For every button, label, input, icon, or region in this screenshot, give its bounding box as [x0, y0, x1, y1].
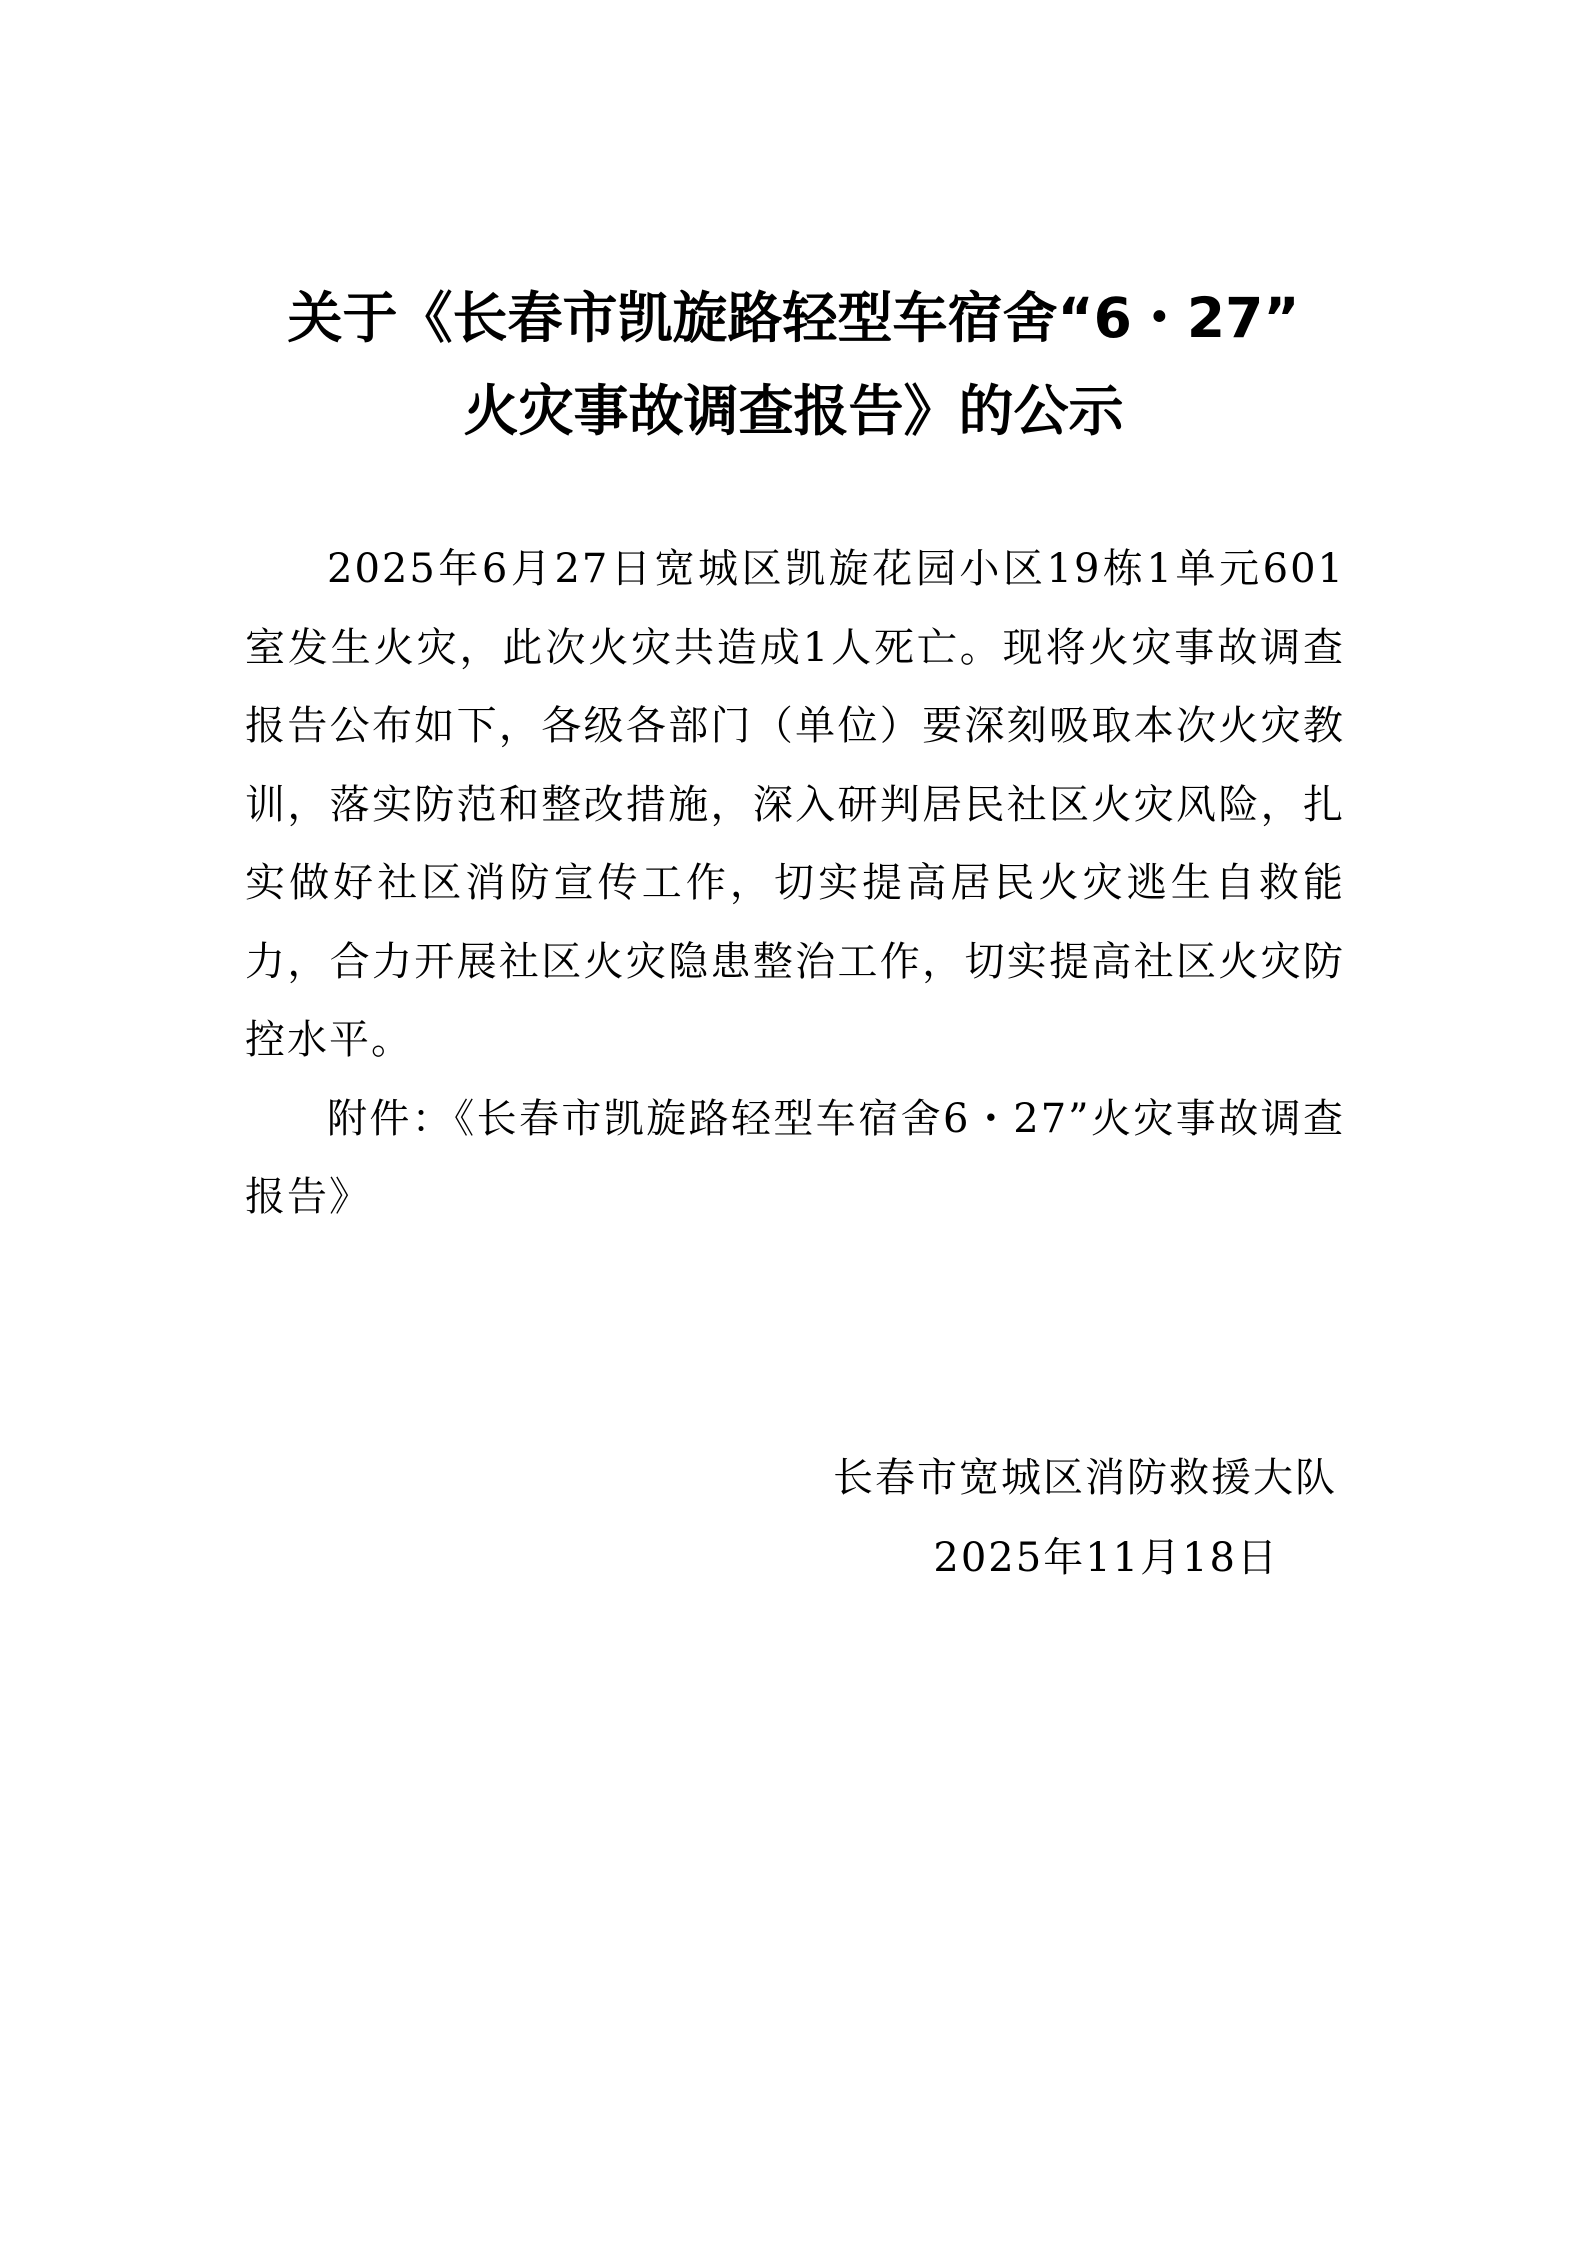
title-line-2: 火灾事故调查报告》的公示	[463, 379, 1124, 443]
document-body	[245, 530, 1345, 1237]
body-paragraph: 2025年6月27日宽城区凯旋花园小区19栋1单元601室发生火灾，此次火灾共造成1人死亡。现将火灾事故调查报告公布如下，各级各部门（单位）要深刻吸取本次火灾教训，落实防范和整改措施，深入研判居民社区火灾风险，扎实做好社区消防宣传工作，切实提高居民火灾逃生自救能力，合力开展社区火灾隐患整治工作，切实提高社区火灾防控水平。	[245, 546, 1345, 1063]
issuing-organization: 长春市宽城区消防救援大队	[833, 1455, 1337, 1501]
title-line-1: 关于《长春市凯旋路轻型车宿舍“6・27”	[287, 286, 1300, 350]
document-title	[240, 272, 1347, 458]
attachment-line: 附件：《长春市凯旋路轻型车宿舍6・27”火灾事故调查报告》	[245, 1095, 1345, 1220]
issue-date: 2025年11月18日	[933, 1535, 1279, 1581]
signature-block	[833, 1438, 1337, 1598]
